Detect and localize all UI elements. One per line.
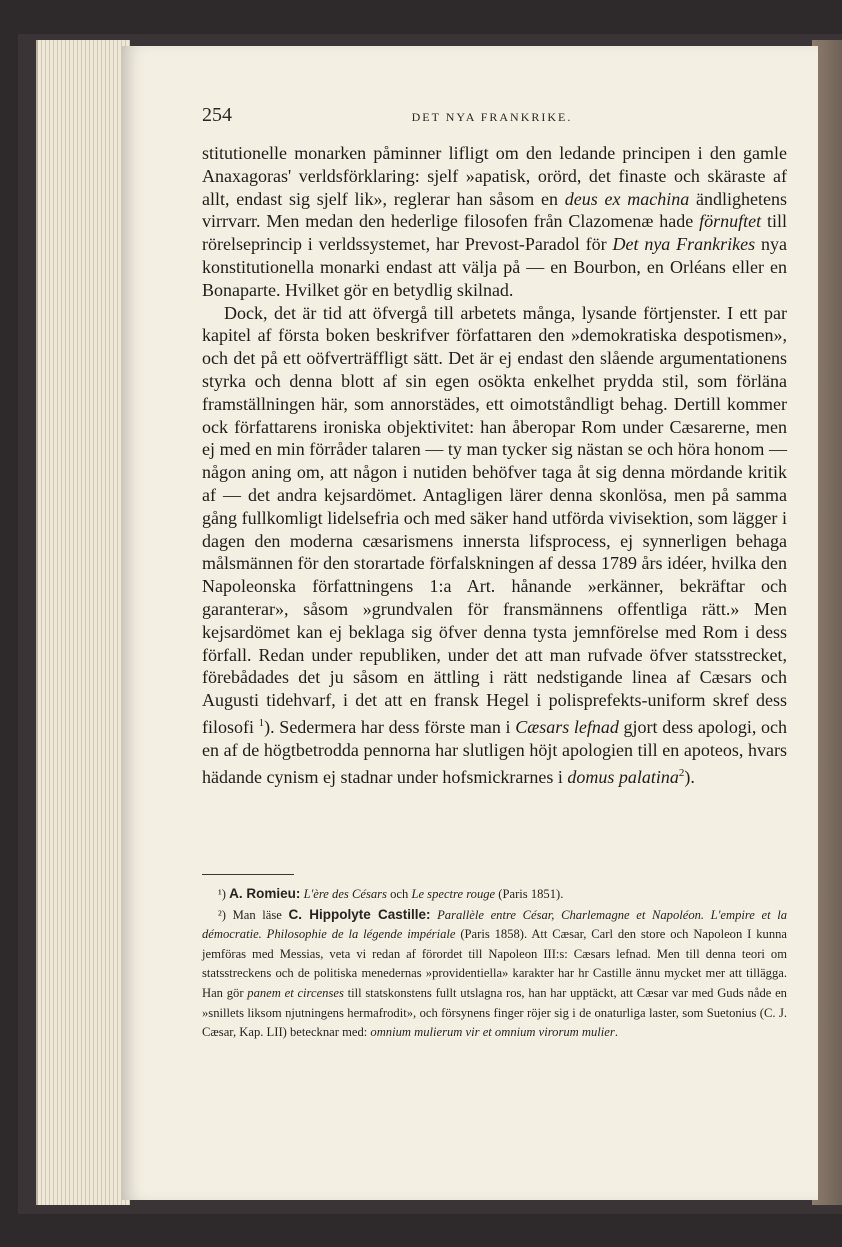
footnote-ref[interactable]: 1 (258, 716, 265, 729)
italic-span: omnium mulierum vir et omnium virorum mulier (370, 1025, 615, 1040)
italic-span: förnuftet (699, 211, 762, 232)
text-span: nya konstitutionella monarki endast att välja på — en Bourbon, en Orléans eller en Bonaparte. Hvilket gör en betydlig skilnad. (202, 234, 787, 300)
paragraph-2 (202, 302, 787, 789)
text-span: ). Sedermera har dess förste man i (264, 716, 516, 737)
text-span: stitutionelle monarken påminner lifligt om den ledande principen i den gamle Anaxagoras' verldsförklaring: sjelf »apatisk, orörd, det finaste och skäraste af allt, endast sig sjelf lik», reglerar han såsom en (202, 143, 787, 209)
text-span: Man läse (232, 907, 289, 922)
running-title: DET NYA FRANKRIKE. (411, 110, 573, 124)
footnote-1 (202, 884, 787, 905)
body-text (202, 142, 787, 788)
text-span: gjort dess apologi, och en af de högtbetrodda pennorna har slutligen höjt apologien till en apoteos, hvars hädande cynism ej stadnar under hofsmickrarnes i (202, 716, 787, 787)
page-edges (36, 40, 130, 1205)
footnote-marker: ¹) (218, 887, 226, 901)
italic-span: L'ère des Césars (303, 887, 387, 901)
text-span: (Paris 1851). (495, 887, 564, 901)
text-span: till statskonstens fullt utslagna ros, han har upptäckt, att Cæsar var med Guds nåde en »snillets liksom njutningens hermafrodit», och försynens finger röjer sig i de onaturliga laster, som Suetonius (C. J. Cæsar, Kap. LII) betecknar med: (202, 985, 787, 1040)
italic-span: Parallèle entre César, Charlemagne et Napoléon. L'empire et la démocratie. Philosophie de la légende impériale (202, 907, 788, 942)
footnote-marker: ²) (218, 907, 226, 922)
italic-span: domus palatina (567, 766, 679, 787)
text-span: Dock, det är tid att öfvergå till arbetets många, lysande förtjenster. I ett par kapitel af första boken beskrifver författaren den »demokratiska despotismen», och det på ett oöfverträffligt sätt. Det är ej endast den slående argumentationens styrka och denna blott af sin egen osökta enkelhet prydda stil, som förläna framställningen här, som annorstädes, ett oimotståndligt behag. Dertill kommer ock författarens ironiska objektivitet: han åberopar Rom under Cæsarerne, men ej med en min förråder talaren — ty man tycker sig nästan se och höra honom — någon aning om, att någon i nutiden behöfver taga åt sig denna mördande kritik af — det andra kejsardömet. Antagligen lärer denna skonlösa, men på samma gång fullkomligt lidelsefria och med säker hand utförda vivisektion, som lägger i dagen den moderna cæsarismens innersta lifsprocess, ej synnerligen behaga målsmännen för den storartade förfalskningen af dessa 1789 års idéer, hvilka den Napoleonska författningens 1:a Art. hånande »erkänner, bekräftar och garanterar», såsom »grundvalen för fransmännens offentliga rätt.» Men kejsardömet kan ej beklaga sig öfver denna tysta jemnförelse med Rom i dess förfall. Redan under republiken, under det att man rufvade öfver statsstrecket, förebådades det ju såsom en ättling i rätt nedstigande linea af Cæsars och Augusti tidehvarf, i det att en fransk Hegel i polisprefekts-uniform skref dess filosofi (202, 302, 787, 737)
footnotes (202, 884, 787, 1043)
footnote-author: A. Romieu: (229, 886, 301, 901)
italic-span: Det nya Frankrikes (612, 234, 756, 255)
footnote-ref[interactable]: 2 (678, 766, 685, 779)
page-header (202, 104, 782, 128)
text-span: ändlighetens virrvarr. Men medan den hederlige filosofen från Clazomenæ hade (202, 188, 788, 232)
paragraph-1 (202, 142, 787, 302)
text-span: till rörelseprincip i verldssystemet, har Prevost-Paradol för (202, 211, 787, 255)
text-span: . (614, 1025, 618, 1040)
text-span: ). (684, 766, 695, 787)
italic-span: deus ex machina (564, 188, 690, 209)
book-page (122, 46, 818, 1200)
text-span: och (386, 887, 412, 901)
footnote-divider (202, 874, 294, 875)
italic-span: Cæsars lefnad (515, 716, 619, 737)
italic-span: panem et circenses (247, 985, 344, 1000)
footnote-author: C. Hippolyte Castille: (288, 906, 431, 922)
footnote-2 (202, 905, 787, 1043)
text-span: (Paris 1858). Att Cæsar, Carl den store och Napoleon I kunna jemföras med Messias, veta vi redan af förordet till Napoleon III:s: Cæsars lefnad. Men till denna teori om statsstreckens och de politiska menedernas »providentiella» karakter har hr Castille ännu mycket mer att tillägga. Han gör (202, 927, 788, 1000)
page-number: 254 (202, 104, 232, 126)
italic-span: Le spectre rouge (411, 887, 496, 901)
